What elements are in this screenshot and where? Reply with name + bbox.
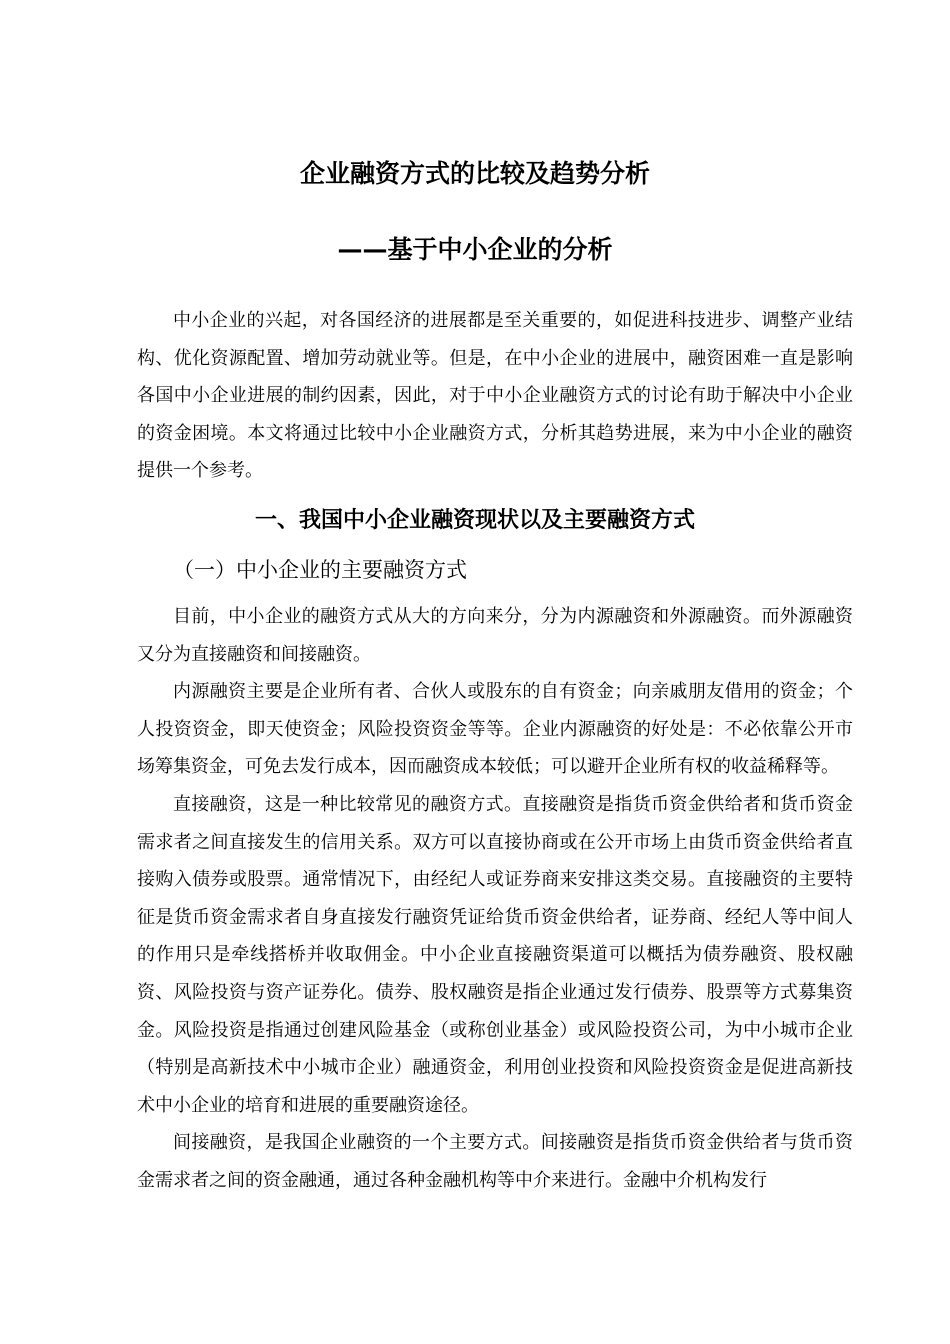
document-title: 企业融资方式的比较及趋势分析	[299, 159, 650, 188]
body-paragraph: 间接融资，是我国企业融资的一个主要方式。间接融资是指货币资金供给者与货币资金需求者之间的资金融通，通过各种金融机构等中介来进行。金融中介机构发行	[137, 1132, 853, 1191]
section-heading: 一、我国中小企业融资现状以及主要融资方式	[254, 508, 695, 533]
intro-section	[137, 302, 853, 490]
intro-paragraph: 中小企业的兴起，对各国经济的进展都是至关重要的，如促进科技进步、调整产业结构、优化资源配置、增加劳动就业等。但是，在中小企业的进展中，融资困难一直是影响各国中小企业进展的制约因素，因此，对于中小企业融资方式的讨论有助于解决中小企业的资金困境。本文将通过比较中小企业融资方式，分析其趋势进展，来为中小企业的融资提供一个参考。	[137, 310, 853, 482]
document-subtitle: ——基于中小企业的分析	[337, 235, 613, 264]
subsection-heading: （一）中小企业的主要融资方式	[173, 558, 467, 582]
body-paragraph: 内源融资主要是企业所有者、合伙人或股东的自有资金；向亲戚朋友借用的资金；个人投资资金，即天使资金；风险投资资金等等。企业内源融资的好处是：不必依靠公开市场筹集资金，可免去发行成本，因而融资成本较低；可以避开企业所有权的收益稀释等。	[137, 681, 853, 778]
body-paragraph: 直接融资，这是一种比较常见的融资方式。直接融资是指货币资金供给者和货币资金需求者之间直接发生的信用关系。双方可以直接协商或在公开市场上由货币资金供给者直接购入债券或股票。通常情况下，由经纪人或证券商来安排这类交易。直接融资的主要特征是货币资金需求者自身直接发行融资凭证给货币资金供给者，证券商、经纪人等中间人的作用只是牵线搭桥并收取佣金。中小企业直接融资渠道可以概括为债券融资、股权融资、风险投资与资产证券化。债券、股权融资是指企业通过发行债券、股票等方式募集资金。风险投资是指通过创建风险基金（或称创业基金）或风险投资公司，为中小城市企业（特别是高新技术中小城市企业）融通资金，利用创业投资和风险投资资金是促进高新技术中小企业的培育和进展的重要融资途径。	[137, 793, 853, 1116]
section-body	[137, 598, 853, 1200]
body-paragraph: 目前，中小企业的融资方式从大的方向来分，分为内源融资和外源融资。而外源融资又分为直接融资和间接融资。	[137, 606, 853, 665]
